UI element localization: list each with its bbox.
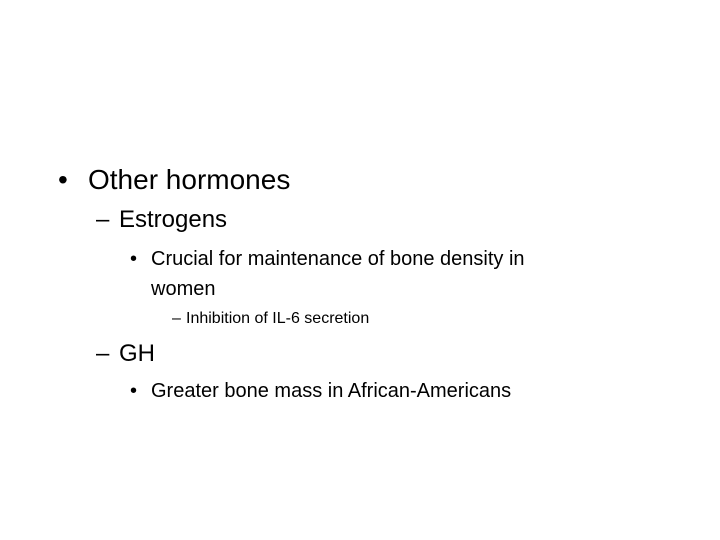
bullet-estrogens bbox=[96, 208, 227, 232]
bullet-text: GH bbox=[119, 340, 155, 367]
dash-marker: – bbox=[96, 340, 110, 367]
bullet-text: Greater bone mass in African-Americans bbox=[151, 380, 512, 402]
dash-marker: – bbox=[96, 206, 110, 233]
bullet-bone-mass bbox=[130, 381, 511, 401]
bullet-text: Other hormones bbox=[88, 164, 291, 195]
bullet-il6-inhibition bbox=[172, 311, 369, 327]
bullet-bone-density-continuation: women bbox=[151, 278, 216, 300]
dash-marker: – bbox=[172, 310, 181, 327]
bullet-marker: • bbox=[130, 248, 138, 270]
bullet-other-hormones bbox=[58, 166, 290, 194]
bullet-bone-density bbox=[130, 249, 525, 269]
bullet-text: Estrogens bbox=[119, 206, 228, 233]
bullet-text: Crucial for maintenance of bone density in bbox=[151, 248, 525, 270]
bullet-text: Inhibition of IL-6 secretion bbox=[186, 310, 370, 327]
bullet-gh bbox=[96, 342, 155, 366]
bullet-marker: • bbox=[58, 164, 68, 195]
bullet-marker: • bbox=[130, 380, 138, 402]
